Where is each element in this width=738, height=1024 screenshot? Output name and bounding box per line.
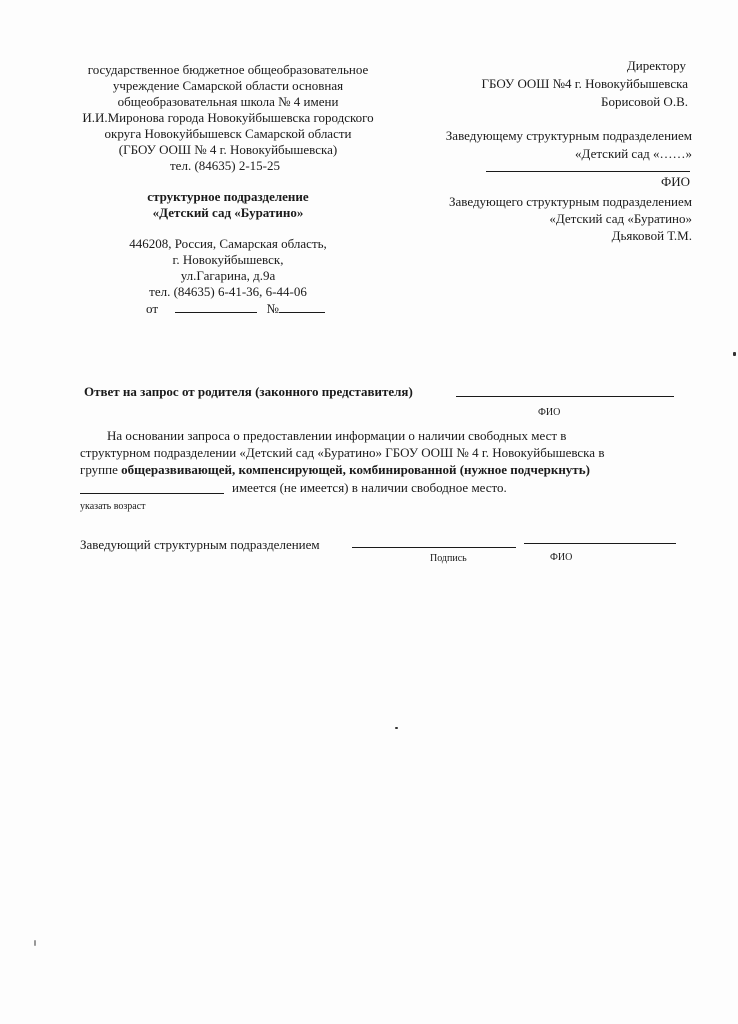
org-line-6: (ГБОУ ООШ № 4 г. Новокуйбышевска) bbox=[118, 142, 338, 157]
age-underline bbox=[80, 493, 224, 494]
scan-speck bbox=[34, 940, 36, 946]
addressee-line-1: Директору bbox=[626, 58, 686, 73]
paragraph-line-3 bbox=[80, 462, 590, 478]
group-type-options: общеразвивающей, компенсирующей, комбинированной (нужное подчеркнуть) bbox=[121, 462, 590, 477]
org-line-5: округа Новокуйбышевск Самарской области bbox=[104, 126, 352, 141]
addressee-line-3: Борисовой О.В. bbox=[600, 94, 688, 109]
outgoing-ref bbox=[146, 300, 325, 317]
sign-hint: Подпись bbox=[430, 553, 467, 564]
paragraph-line-2: структурном подразделении «Детский сад «Буратино» ГБОУ ООШ № 4 г. Новокуйбышевска в bbox=[80, 445, 605, 460]
title-fio-hint: ФИО bbox=[538, 407, 561, 418]
org-line-4: И.И.Миронова города Новокуйбышевска городского bbox=[82, 110, 374, 125]
org-line-1: государственное бюджетное общеобразовательное bbox=[87, 62, 369, 77]
paragraph-line-3-pre: группе bbox=[80, 462, 122, 477]
from-line-2: «Детский сад «Буратино» bbox=[549, 211, 692, 226]
signature-underline bbox=[352, 547, 516, 548]
signature-fio-hint: ФИО bbox=[550, 552, 573, 563]
org-phone: тел. (84635) 2-15-25 bbox=[170, 158, 281, 173]
addressee-line-2: ГБОУ ООШ №4 г. Новокуйбышевска bbox=[481, 76, 688, 91]
scan-speck bbox=[395, 727, 398, 729]
signature-fio-underline bbox=[524, 543, 676, 544]
address-line-2: г. Новокуйбышевск, bbox=[172, 252, 284, 267]
head-line-1: Заведующему структурным подразделением bbox=[445, 128, 692, 143]
subunit-line-2: «Детский сад «Буратино» bbox=[152, 205, 304, 220]
paragraph-line-1: На основании запроса о предоставлении информации о наличии свободных мест в bbox=[107, 428, 567, 443]
org-line-3: общеобразовательная школа № 4 имени bbox=[117, 94, 339, 109]
head-line-2: «Детский сад «……» bbox=[575, 146, 692, 161]
scan-speck bbox=[733, 352, 736, 356]
date-blank bbox=[175, 300, 257, 313]
subunit-line-1: структурное подразделение bbox=[147, 189, 309, 204]
fio-underline bbox=[486, 171, 690, 172]
from-line-1: Заведующего структурным подразделением bbox=[449, 194, 692, 209]
org-line-2: учреждение Самарской области основная bbox=[112, 78, 344, 93]
address-line-3: ул.Гагарина, д.9а bbox=[180, 268, 276, 283]
number-label: № bbox=[266, 301, 279, 316]
address-line-1: 446208, Россия, Самарская область, bbox=[129, 236, 327, 251]
address-line-4: тел. (84635) 6-41-36, 6-44-06 bbox=[149, 284, 307, 299]
age-hint: указать возраст bbox=[80, 501, 146, 512]
signature-label: Заведующий структурным подразделением bbox=[80, 537, 320, 552]
response-title: Ответ на запрос от родителя (законного представителя) bbox=[84, 384, 413, 399]
from-line-3: Дьяковой Т.М. bbox=[611, 228, 692, 243]
parent-name-underline bbox=[456, 396, 674, 397]
fio-label: ФИО bbox=[660, 174, 690, 189]
number-blank bbox=[279, 300, 325, 313]
paragraph-line-4: имеется (не имеется) в наличии свободное место. bbox=[232, 480, 507, 495]
from-label: от bbox=[146, 301, 159, 316]
